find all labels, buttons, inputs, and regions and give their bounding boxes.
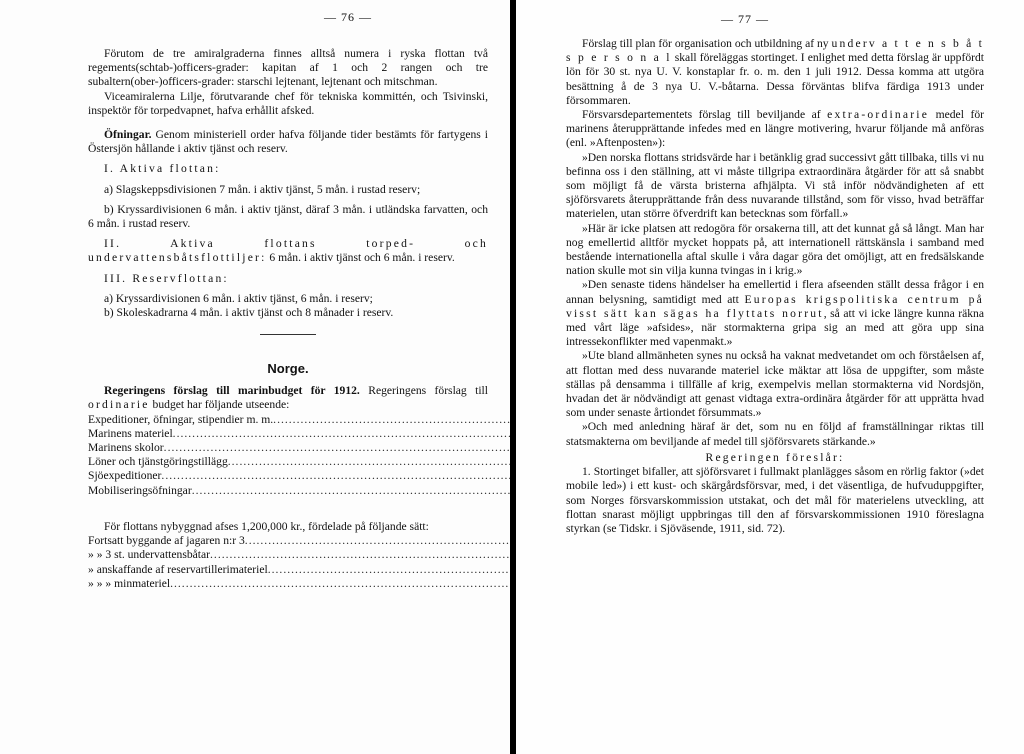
table-row xyxy=(88,427,510,441)
page-number: — 76 — xyxy=(324,10,372,24)
emphasis: underv a t t e n s b å t s p e r s o n a l xyxy=(566,37,984,65)
divider xyxy=(260,334,316,335)
section-title: II. Aktiva flottans torped- och undervattensbåtsflottiljer: xyxy=(88,237,488,265)
paragraph-text: budget har följande utseende: xyxy=(149,398,290,412)
paragraph: Viceamiralerna Lilje, förutvarande chef för tekniska kommittén, och Tsivinski, inspektör för torpedvapnet, hafva erhållit afsked. xyxy=(88,89,488,117)
paragraph: För flottans nybyggnad afses 1,200,000 kr., fördelade på följande sätt: xyxy=(104,520,429,534)
paragraph: »Här är icke platsen att redogöra för orsakerna till, att det kunnat gå så långt. Man har nog emellertid alltför mycket hoppats på, att internationell rättskänsla i samband med bestående internationella aftal skulle i våra dagar göra det omöjligt, att en fredsälskande nation skulle mot sin vilja kunna tvingas in i krig.» xyxy=(566,221,984,278)
row-label: Fortsatt byggande af jagaren n:r 3 ..... xyxy=(88,534,510,548)
paragraph: 1. Stortinget bifaller, att sjöförsvaret i fullmakt planlägges såsom en rörlig faktor (»det mobile led») i ett kust- och skärgårdsförsvar, med, i det väsentliga, de hufvuduppgifter, som Norges försvarskommission utstakat, och det mål för materielens utveckling, att flottan snarast möjligt uppbringas till den af försvarskommissionen 1910 föreslagna styrkan (se Tidskr. i Sjöväsende, 1911, sid. 72). xyxy=(566,465,984,535)
paragraph xyxy=(566,37,984,108)
table-row xyxy=(88,548,510,562)
paragraph: »Den norska flottans stridsvärde har i betänklig grad successivt gått tillbaka, tills vi nu befinna oss i den ställning, att vi måste tillgripa extraordinära åtgärder för att så snabbt som möjligt få de värsta bristerna afhjälpta. Vi stå inför nödvändigheten af ett sjöförsvarets återupprättande från dess nuvarande tillstånd, som för visso, hvad beträffar materielen, utan större öfverdrift kan betecknas som förfall.» xyxy=(566,150,984,221)
section-title: III. Reservflottan: xyxy=(104,271,229,285)
paragraph xyxy=(566,108,984,151)
row-label: Sjöexpeditioner ..... xyxy=(88,469,510,483)
paragraph-text: , så att vi icke längre kunna räkna med vårt läge »afsides», när stormakterna gripa sig an med att göra upp sina intressekonflikter med vapenmakt.» xyxy=(566,306,984,349)
paragraph xyxy=(566,278,984,349)
table-row xyxy=(88,441,510,455)
row-label: » anskaffande af reservartillerimateriel ..... xyxy=(88,563,510,577)
row-label: Expeditioner, öfningar, stipendier m. m. ..... xyxy=(88,413,510,427)
page-number: — 77 — xyxy=(721,12,769,26)
section-label: Öfningar. xyxy=(104,128,152,142)
section-title: I. Aktiva flottan: xyxy=(104,162,221,176)
row-label: Marinens skolor ..... xyxy=(88,441,510,455)
paragraph-text: Regeringens förslag till xyxy=(359,384,488,398)
paragraph: Förutom de tre amiralgraderna finnes alltså numera i ryska flottan två regements(schtab-)officers-grader: kapitan af 1 och 2 rangen och tre subaltern(ober-)officers-grader: starschi lejtenant, lejtenant och mitschman. xyxy=(88,47,488,89)
table-row xyxy=(88,413,510,427)
paragraph: »Och med anledning häraf är det, som nu en följd af framställningar riktas till statsmakterna om beviljande af medel till sjöförsvarets stärkande.» xyxy=(566,420,984,448)
left-page xyxy=(0,0,510,754)
paragraph xyxy=(88,384,488,412)
table-row xyxy=(88,484,510,499)
list-item: a) Kryssardivisionen 6 mån. i aktiv tjänst, 6 mån. i reserv; xyxy=(104,291,373,305)
emphasis: Europas krigspolitiska centrum på visst sätt kan sägas ha flyttats norrut xyxy=(566,292,984,320)
row-label: Marinens materiel ..... xyxy=(88,427,510,441)
paragraph-text: Förslag till plan för organisation och utbildning af ny xyxy=(582,37,832,50)
paragraph-text: »Den senaste tidens händelser ha emellertid i flera afseenden ställt dessa frågor i en annan belysning, samtidigt med att xyxy=(566,278,984,306)
table-row xyxy=(88,563,510,577)
row-label: Mobiliseringsöfningar ..... xyxy=(88,484,510,499)
emphasis: extra-ordinarie xyxy=(827,108,930,122)
table-row xyxy=(88,455,510,469)
section-label: Regeringens förslag till marinbudget för 1912. xyxy=(104,384,360,398)
paragraph xyxy=(88,237,488,265)
paragraph-text: Genom ministeriell order hafva följande tider bestämts för fartygens i Östersjön hållande i aktiv tjänst och reserv. xyxy=(88,128,488,156)
paragraph-text: skall föreläggas stortinget. I enlighet med detta förslag är uppfördt lön för 30 st. nya U. V. konstaplar fr. o. m. den 1 juli 1912. Dessa komma att utgöra besättning å de 3 nya U. V.-båtarna. Dessa förväntas blifva färdiga 1913 under försommaren. xyxy=(566,51,984,107)
country-heading: Norge. xyxy=(267,361,309,377)
row-label: » » » minmateriel ..... xyxy=(88,577,510,592)
right-page xyxy=(516,0,1024,754)
newbuild-table xyxy=(88,534,510,607)
paragraph-text: medel för marinens återupprättande infedes med en längre motivering, hvarur följande må anföras (enl. »Aftenposten»): xyxy=(566,108,984,150)
table-row xyxy=(88,577,510,592)
paragraph-text: 6 mån. i aktiv tjänst och 6 mån. i reserv. xyxy=(266,251,455,265)
paragraph: »Ute bland allmänheten synes nu också ha vaknat medvetandet om och förståelsen af, att flottan med dess nuvarande materiel icke mäktar att lösa de uppgifter, som måste ställas på densamma i tillfälle af krig, exempelvis mellan stormakterna vid Nordsjön, hvadan det är nödvändigt att genast vidtaga extra-ordinära åtgärder för att upprätta hvad som under senaste årtiondet försummats.» xyxy=(566,349,984,420)
row-label: » » 3 st. undervattensbåtar ..... xyxy=(88,548,510,562)
section-title: Regeringen föreslår: xyxy=(705,450,845,464)
paragraph-text: Försvarsdepartementets förslag till beviljande af xyxy=(582,108,828,122)
list-item: a) Slagskeppsdivisionen 7 mån. i aktiv tjänst, 5 mån. i rustad reserv; xyxy=(104,182,421,196)
row-label: Löner och tjänstgöringstillägg ..... xyxy=(88,455,510,469)
list-item: b) Skoleskadrarna 4 mån. i aktiv tjänst och 8 månader i reserv. xyxy=(104,306,394,320)
budget-table xyxy=(88,413,510,514)
list-item: b) Kryssardivisionen 6 mån. i aktiv tjänst, däraf 3 mån. i utländska farvatten, och 6 mån. i rustad reserv. xyxy=(88,202,488,231)
sum-row xyxy=(88,592,510,608)
table-row xyxy=(88,534,510,548)
emphasis: ordinarie xyxy=(88,398,150,412)
sum-row xyxy=(88,498,510,514)
table-row xyxy=(88,469,510,483)
paragraph xyxy=(88,128,488,156)
